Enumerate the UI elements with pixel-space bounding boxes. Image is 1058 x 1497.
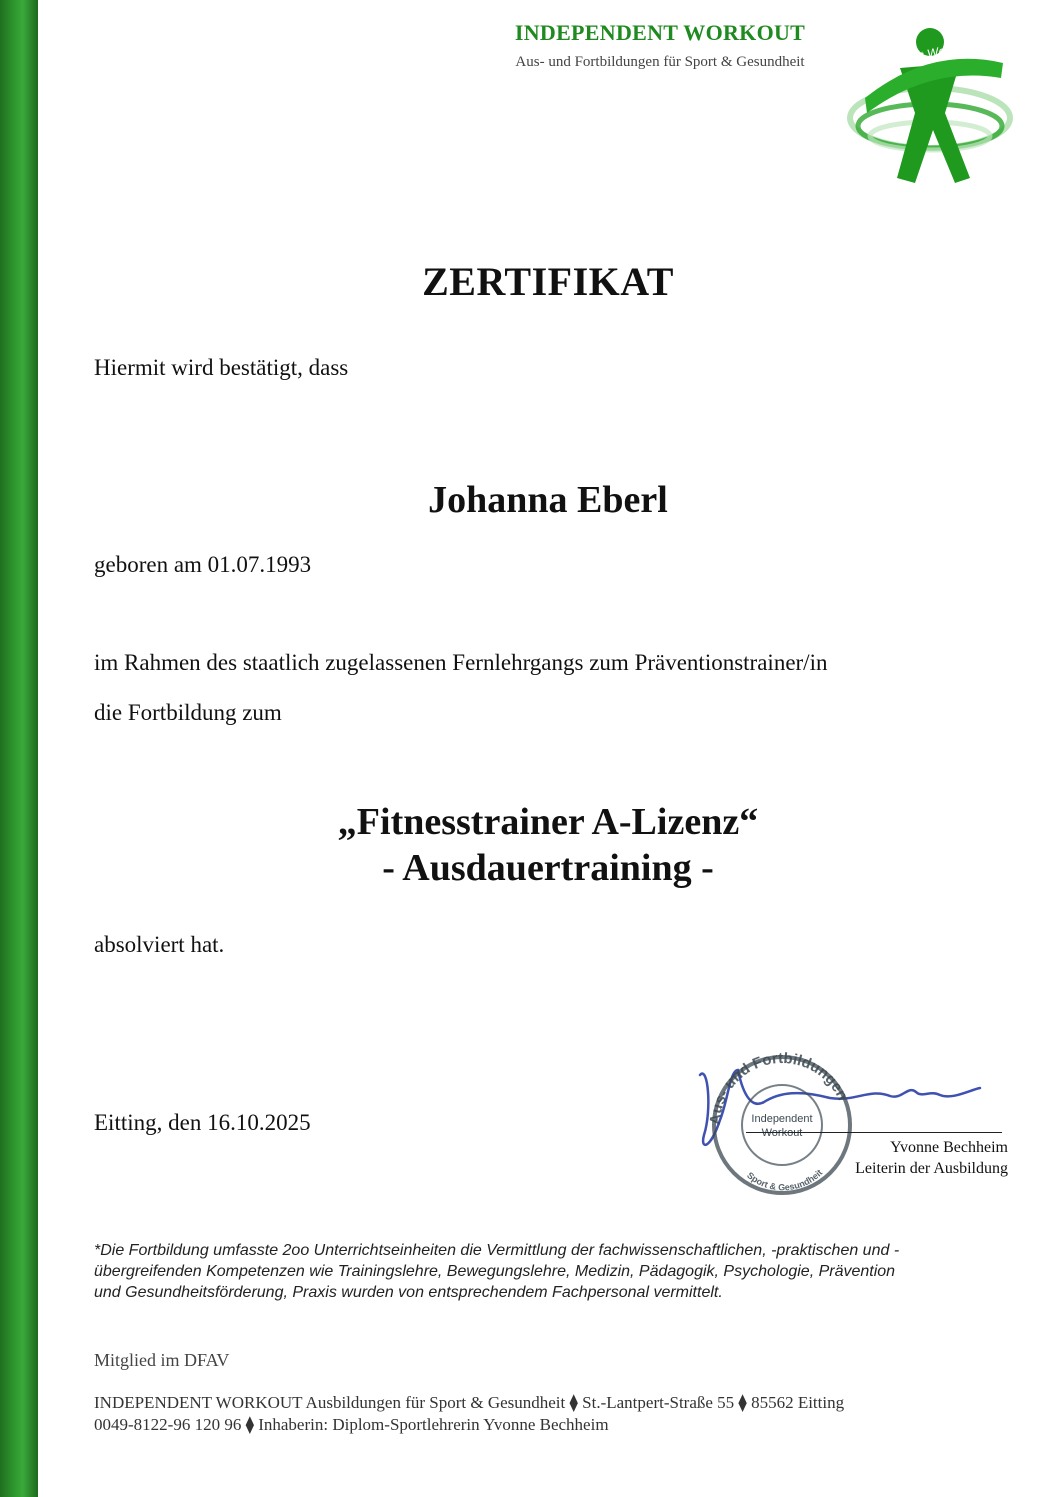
brand-subtitle: Aus- und Fortbildungen für Sport & Gesundheit	[515, 54, 805, 70]
signer-role: Leiterin der Ausbildung	[855, 1160, 1008, 1177]
side-bar	[0, 0, 38, 1497]
footnote	[94, 1240, 994, 1303]
completion-text: absolviert hat.	[94, 932, 225, 957]
footnote-line-3: und Gesundheitsförderung, Praxis wurden von entsprechendem Fachpersonal vermittelt.	[94, 1284, 723, 1301]
recipient-name: Johanna Eberl	[428, 479, 668, 521]
address-line-1: INDEPENDENT WORKOUT Ausbildungen für Sport & Gesundheit ⧫ St.-Lantpert-Straße 55 ⧫ 85562 Eitting	[94, 1393, 845, 1412]
context-line-1: im Rahmen des staatlich zugelassenen Fernlehrgangs zum Präventionstrainer/in	[94, 650, 828, 675]
seal-center-line-1: Independent	[751, 1113, 813, 1125]
certificate-title: ZERTIFIKAT	[422, 259, 674, 304]
footnote-line-1: *Die Fortbildung umfasste 2oo Unterrichtseinheiten die Vermittlung der fachwissenschaftlichen, -praktischen und -	[94, 1242, 900, 1259]
membership: Mitglied im DFAV	[94, 1350, 230, 1370]
course-title: „Fitnesstrainer A-Lizenz“	[337, 801, 759, 843]
signature-line	[746, 1132, 1002, 1133]
seal-bottom-text: Sport & Gesundheit	[745, 1167, 825, 1193]
course-subtitle: - Ausdauertraining -	[382, 847, 714, 889]
context-line-2: die Fortbildung zum	[94, 700, 282, 725]
seal-ring-text: Aus- und Fortbildungen	[706, 1049, 852, 1126]
birth-date: geboren am 01.07.1993	[94, 552, 312, 577]
signer-name: Yvonne Bechheim	[890, 1139, 1008, 1156]
company-logo	[845, 18, 1015, 188]
intro-text: Hiermit wird bestätigt, dass	[94, 355, 349, 380]
footnote-line-2: übergreifenden Kompetenzen wie Trainingslehre, Bewegungslehre, Medizin, Pädagogik, Psychologie, Prävention	[94, 1263, 896, 1280]
official-seal	[690, 1040, 1020, 1205]
address-line-2: 0049-8122-96 120 96 ⧫ Inhaberin: Diplom-Sportlehrerin Yvonne Bechheim	[94, 1415, 609, 1434]
logo-text: Independent Workout	[858, 42, 973, 91]
brand-title: INDEPENDENT WORKOUT	[514, 20, 806, 45]
seal-center-line-2: Workout	[761, 1127, 803, 1139]
place-date: Eitting, den 16.10.2025	[94, 1110, 311, 1135]
